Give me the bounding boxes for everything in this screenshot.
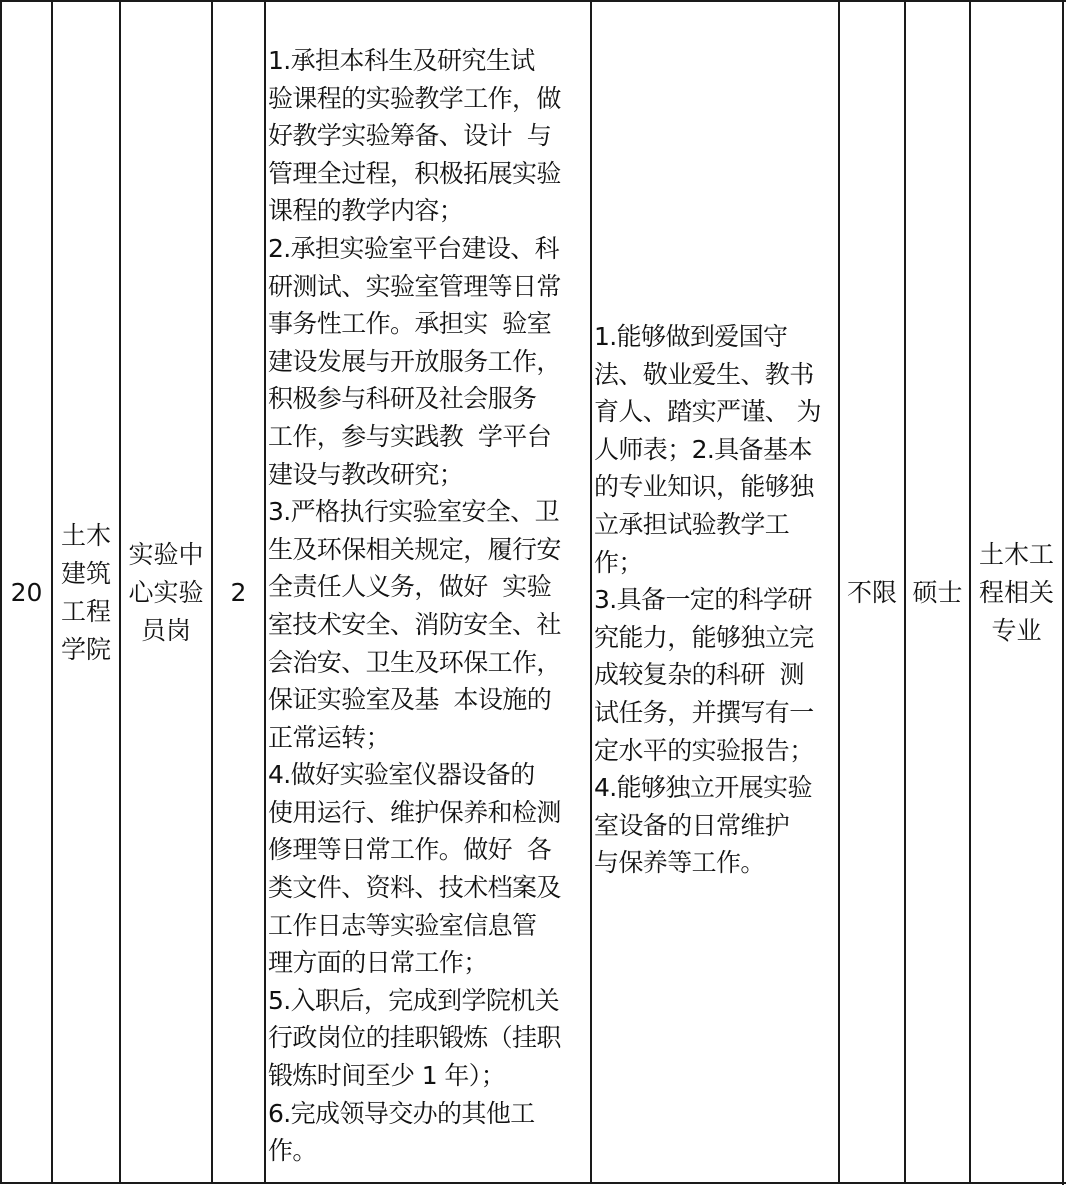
duties-line: 1.承担本科生及研究生试 <box>268 46 535 75</box>
duties-line: 积极参与科研及社会服务 <box>268 384 537 414</box>
duties-line: 验课程的实验教学工作，做 <box>268 83 561 113</box>
duties-line: 事务性工作。承担实 验室 <box>268 309 552 339</box>
duties-line: 使用运行、维护保养和检测 <box>268 797 561 827</box>
college-text <box>61 517 111 669</box>
table-right-border <box>1062 0 1064 1185</box>
major-text <box>979 536 1054 650</box>
position-line: 心实验 <box>128 577 204 607</box>
requirements-text <box>594 318 821 882</box>
duties-line: 室技术安全、消防安全、社 <box>268 609 561 639</box>
duties-line: 修理等日常工作。做好 各 <box>268 835 552 865</box>
duties-line: 工作日志等实验室信息管 <box>268 910 537 940</box>
duties-line: 4.做好实验室仪器设备的 <box>268 760 535 790</box>
duties-line: 建设与教改研究； <box>268 459 464 489</box>
duties-line: 正常运转； <box>268 722 391 752</box>
position-line: 员岗 <box>140 615 191 645</box>
major-line: 专业 <box>991 615 1042 645</box>
college-line: 工程 <box>60 596 111 626</box>
requirements-line: 成较复杂的科研 测 <box>594 660 804 690</box>
duties-line: 保证实验室及基 本设施的 <box>268 685 552 715</box>
duties-line: 理方面的日常工作； <box>268 948 488 978</box>
duties-line: 会治安、卫生及环保工作， <box>268 647 561 677</box>
duties-line: 课程的教学内容； <box>268 196 464 226</box>
requirements-line: 4.能够独立开展实验 <box>594 773 812 803</box>
age-text: 不限 <box>846 577 897 607</box>
major-line: 程相关 <box>978 577 1054 607</box>
cell-count <box>211 2 264 1183</box>
position-line: 实验中 <box>128 539 204 569</box>
duties-text <box>268 42 561 1170</box>
college-line: 学院 <box>60 634 111 664</box>
duties-line: 2.承担实验室平台建设、科 <box>268 233 560 263</box>
duties-line: 全责任人义务，做好 实验 <box>268 572 552 602</box>
cell-duties <box>264 2 590 1183</box>
requirements-line: 试任务，并撰写有一 <box>594 697 814 727</box>
requirements-line: 作； <box>594 547 643 577</box>
position-text <box>128 536 203 650</box>
requirements-line: 立承担试验教学工 <box>594 509 790 539</box>
college-line: 建筑 <box>60 558 111 588</box>
duties-line: 5.入职后，完成到学院机关 <box>268 985 560 1015</box>
major-line: 土木工 <box>978 539 1054 569</box>
requirements-line: 定水平的实验报告； <box>594 735 814 765</box>
cell-college <box>51 2 119 1183</box>
duties-line: 行政岗位的挂职锻炼（挂职 <box>268 1023 561 1053</box>
duties-line: 3.严格执行实验室安全、卫 <box>268 497 560 527</box>
degree-text: 硕士 <box>912 577 963 607</box>
table-bottom-border <box>0 1182 1066 1184</box>
cell-index <box>0 2 51 1183</box>
duties-line: 6.完成领导交办的其他工 <box>268 1098 535 1128</box>
duties-line: 研测试、实验室管理等日常 <box>268 271 561 301</box>
college-line: 土木 <box>60 520 111 550</box>
count-text: 2 <box>230 577 247 607</box>
cell-position <box>119 2 211 1183</box>
requirements-line: 与保养等工作。 <box>594 848 765 878</box>
requirements-line: 究能力，能够独立完 <box>594 622 814 652</box>
requirements-line: 室设备的日常维护 <box>594 810 790 840</box>
requirements-line: 人师表；2.具备基本 <box>594 434 812 464</box>
cell-degree <box>904 2 969 1183</box>
duties-line: 工作，参与实践教 学平台 <box>268 421 552 451</box>
cell-requirements <box>590 2 838 1183</box>
requirements-line: 法、敬业爱生、教书 <box>594 359 814 389</box>
duties-line: 建设发展与开放服务工作， <box>268 346 561 376</box>
requirements-line: 3.具备一定的科学研 <box>594 585 812 615</box>
duties-line: 类文件、资料、技术档案及 <box>268 873 561 903</box>
cell-major <box>969 2 1062 1183</box>
requirements-line: 育人、踏实严谨、 为 <box>594 397 821 427</box>
duties-line: 好教学实验筹备、设计 与 <box>268 121 552 151</box>
duties-line: 锻炼时间至少 1 年）； <box>268 1061 506 1091</box>
duties-line: 作。 <box>268 1136 317 1166</box>
duties-line: 生及环保相关规定，履行安 <box>268 534 561 564</box>
requirements-line: 的专业知识，能够独 <box>594 472 814 502</box>
cell-age <box>838 2 904 1183</box>
duties-line: 管理全过程，积极拓展实验 <box>268 158 561 188</box>
requirements-line: 1.能够做到爱国守 <box>594 322 788 351</box>
index-text: 20 <box>10 577 43 607</box>
